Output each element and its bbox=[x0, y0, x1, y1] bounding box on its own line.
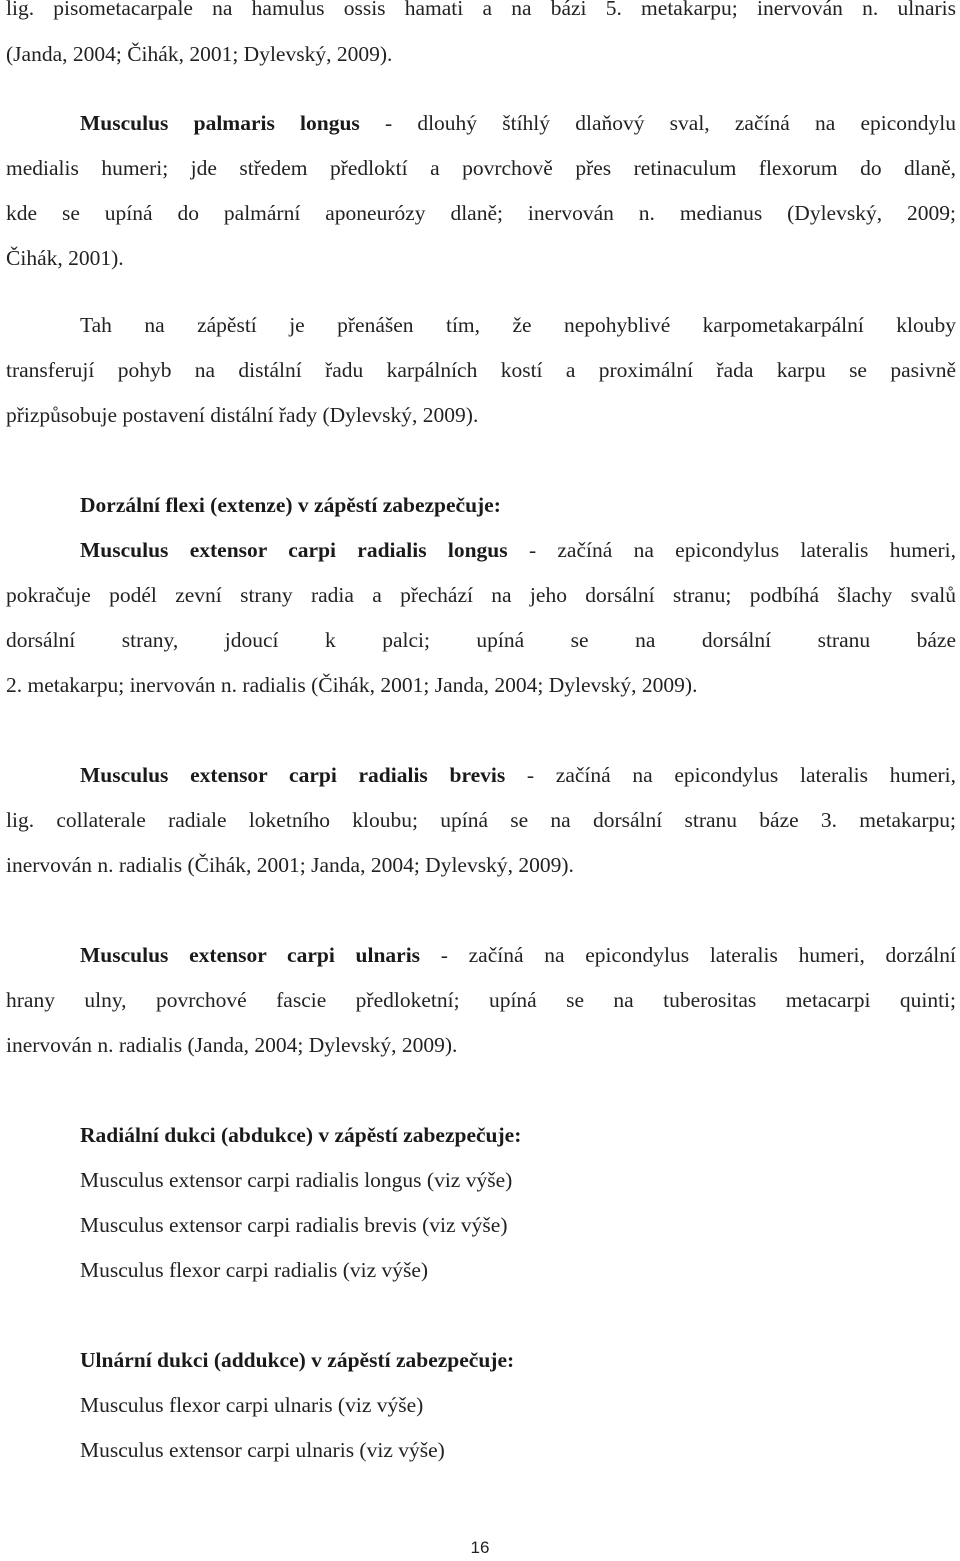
section-heading: Ulnární dukci (addukce) v zápěstí zabezpečuje: bbox=[80, 1348, 515, 1372]
muscle-term: Musculus palmaris longus bbox=[80, 111, 360, 135]
list-item: Musculus flexor carpi radialis (viz výše) bbox=[80, 1258, 429, 1282]
paragraph-line: lig. collaterale radiale loketního kloubu; upíná se na dorsální stranu báze 3. metakarpu; bbox=[6, 808, 956, 832]
paragraph-line: inervován n. radialis (Janda, 2004; Dylevský, 2009). bbox=[6, 1033, 458, 1057]
paragraph-line: dorsální strany, jdoucí k palci; upíná se na dorsální stranu báze bbox=[6, 628, 956, 652]
paragraph-line: Musculus extensor carpi radialis brevis - začíná na epicondylus lateralis humeri, bbox=[80, 763, 956, 787]
list-item: Musculus extensor carpi radialis brevis (viz výše) bbox=[80, 1213, 508, 1237]
section-heading: Radiální dukci (abdukce) v zápěstí zabezpečuje: bbox=[80, 1123, 522, 1147]
page-number: 16 bbox=[470, 1538, 490, 1557]
muscle-term: Musculus extensor carpi radialis longus bbox=[80, 538, 508, 562]
paragraph-line: Čihák, 2001). bbox=[6, 246, 124, 270]
paragraph-line: přizpůsobuje postavení distální řady (Dylevský, 2009). bbox=[6, 403, 479, 427]
list-item: Musculus extensor carpi ulnaris (viz výše) bbox=[80, 1438, 445, 1462]
list-item: Musculus extensor carpi radialis longus (viz výše) bbox=[80, 1168, 513, 1192]
paragraph-line: 2. metakarpu; inervován n. radialis (Čihák, 2001; Janda, 2004; Dylevský, 2009). bbox=[6, 673, 698, 697]
paragraph-line: medialis humeri; jde středem předloktí a povrchově přes retinaculum flexorum do dlaně, bbox=[6, 156, 956, 180]
paragraph-line: lig. pisometacarpale na hamulus ossis hamati a na bázi 5. metakarpu; inervován n. ulnaris bbox=[6, 0, 956, 20]
paragraph-line: Tah na zápěstí je přenášen tím, že nepohyblivé karpometakarpální klouby bbox=[80, 313, 956, 337]
paragraph-line: (Janda, 2004; Čihák, 2001; Dylevský, 2009). bbox=[6, 42, 393, 66]
muscle-term: Musculus extensor carpi radialis brevis bbox=[80, 763, 506, 787]
paragraph-line: Musculus palmaris longus - dlouhý štíhlý dlaňový sval, začíná na epicondylu bbox=[80, 111, 956, 135]
paragraph-line: Musculus extensor carpi radialis longus - začíná na epicondylus lateralis humeri, bbox=[80, 538, 956, 562]
paragraph-line: hrany ulny, povrchové fascie předloketní; upíná se na tuberositas metacarpi quinti; bbox=[6, 988, 956, 1012]
section-heading: Dorzální flexi (extenze) v zápěstí zabezpečuje: bbox=[80, 493, 501, 517]
muscle-term: Musculus extensor carpi ulnaris bbox=[80, 943, 421, 967]
paragraph-line: Musculus extensor carpi ulnaris - začíná na epicondylus lateralis humeri, dorzální bbox=[80, 943, 956, 967]
paragraph-line: transferují pohyb na distální řadu karpálních kostí a proximální řada karpu se pasivně bbox=[6, 358, 956, 382]
paragraph-line: kde se upíná do palmární aponeurózy dlaně; inervován n. medianus (Dylevský, 2009; bbox=[6, 201, 956, 225]
paragraph-line: pokračuje podél zevní strany radia a přechází na jeho dorsální stranu; podbíhá šlachy svalů bbox=[6, 583, 956, 607]
list-item: Musculus flexor carpi ulnaris (viz výše) bbox=[80, 1393, 424, 1417]
paragraph-line: inervován n. radialis (Čihák, 2001; Janda, 2004; Dylevský, 2009). bbox=[6, 853, 574, 877]
